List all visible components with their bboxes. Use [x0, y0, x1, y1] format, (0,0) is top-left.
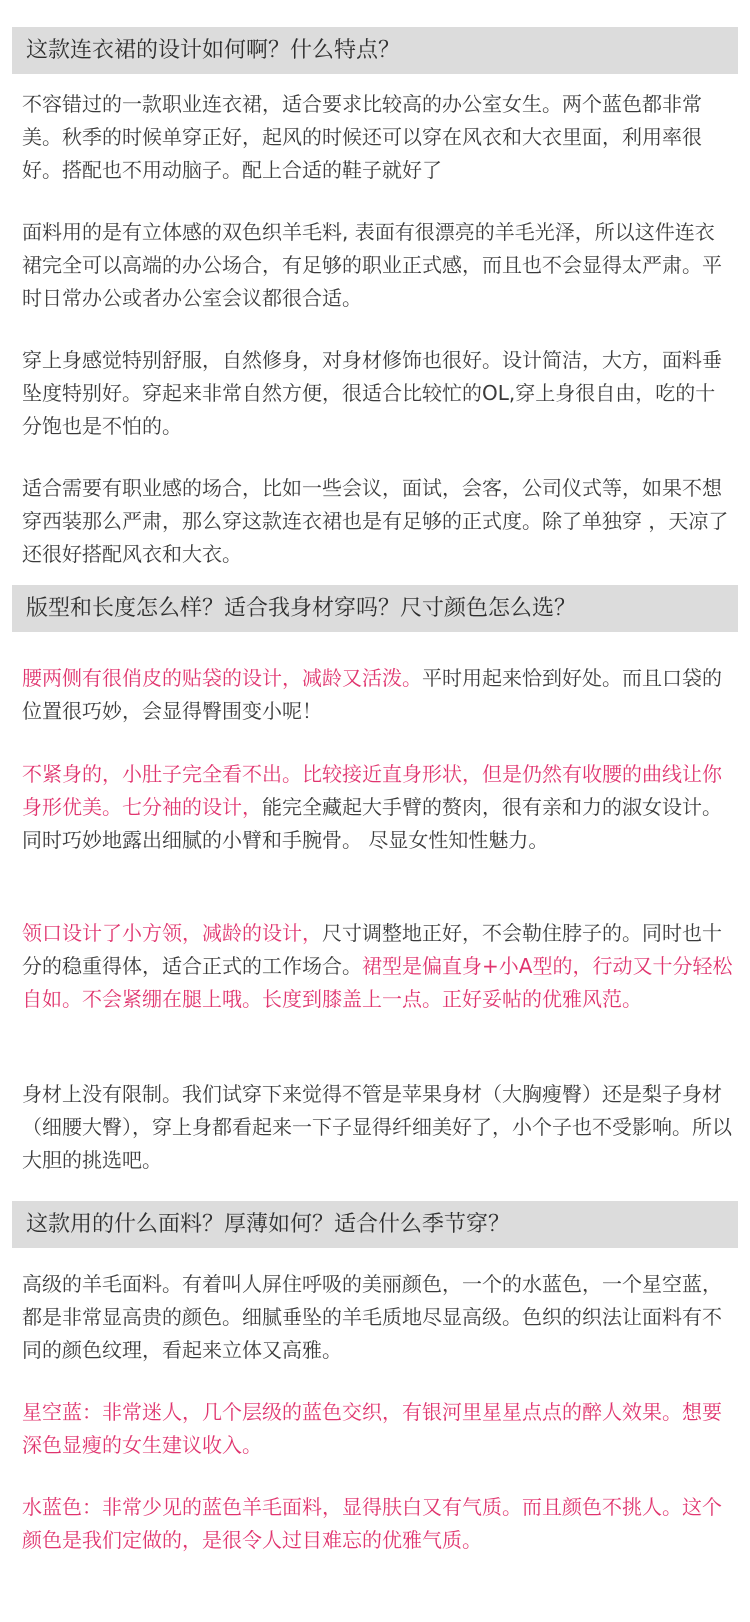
paragraph-fabric-wool: 面料用的是有立体感的双色织羊毛料, 表面有很漂亮的羊毛光泽，所以这件连衣裙完全可以高端的办公场合，有足够的职业正式感，而且也不会显得太严肃。平时日常办公或者办公室会议都很合适。 — [22, 220, 722, 310]
highlight-text: 裙型是偏直身+小A型的，行动又十分轻松自如。不会紧绷在腿上哦。长度到膝盖上一点。正好妥帖的优雅风范。 — [22, 954, 733, 1011]
paragraph-occasions: 适合需要有职业感的场合，比如一些会议，面试，会客，公司仪式等，如果不想穿西装那么严肃，那么穿这款连衣裙也是有足够的正式度。除了单独穿 ，天凉了还很好搭配风衣和大衣。 — [22, 476, 729, 566]
paragraph-silhouette — [22, 758, 734, 857]
highlight-text: 腰两侧有很俏皮的贴袋的设计，减龄又活泼。 — [22, 666, 422, 690]
paragraph-body-types: 身材上没有限制。我们试穿下来觉得不管是苹果身材（大胸瘦臀）还是梨子身材（细腰大臀），穿上身都看起来一下子显得纤细美好了，小个子也不受影响。所以大胆的挑选吧。 — [22, 1082, 732, 1172]
section-header-fabric: 这款用的什么面料？厚薄如何？适合什么季节穿？ — [12, 1201, 738, 1248]
section-header-fit: 版型和长度怎么样？适合我身材穿吗？尺寸颜色怎么选？ — [12, 585, 738, 632]
paragraph-design-intro: 不容错过的一款职业连衣裙，适合要求比较高的办公室女生。两个蓝色都非常美。秋季的时候单穿正好，起风的时候还可以穿在风衣和大衣里面，利用率很好。搭配也不用动脑子。配上合适的鞋子就好了 — [22, 92, 702, 182]
paragraph-water-blue: 水蓝色：非常少见的蓝色羊毛面料，显得肤白又有气质。而且颜色不挑人。这个颜色是我们定做的，是很令人过目难忘的优雅气质。 — [22, 1495, 722, 1552]
paragraph-wool-fabric: 高级的羊毛面料。有着叫人屏住呼吸的美丽颜色，一个的水蓝色，一个星空蓝，都是非常显高贵的颜色。细腻垂坠的羊毛质地尽显高级。色织的织法让面料有不同的颜色纹理，看起来立体又高雅。 — [22, 1272, 722, 1362]
highlight-text: 不紧身的，小肚子完全看不出。比较接近直身形状，但是仍然有收腰的曲线让你身形优美。七分袖的设计， — [22, 762, 722, 819]
body-text: 平时用起来恰到好处。而且口袋的位置很巧妙，会显得臀围变小呢！ — [22, 666, 722, 723]
body-text: 尺寸调整地正好，不会勒住脖子的。同时也十分的稳重得体，适合正式的工作场合。 — [22, 921, 722, 978]
paragraph-comfort: 穿上身感觉特别舒服，自然修身，对身材修饰也很好。设计简洁，大方，面料垂坠度特别好。穿起来非常自然方便，很适合比较忙的OL,穿上身很自由，吃的十分饱也是不怕的。 — [22, 348, 722, 438]
paragraph-starry-blue: 星空蓝：非常迷人，几个层级的蓝色交织，有银河里星星点点的醉人效果。想要深色显瘦的女生建议收入。 — [22, 1400, 722, 1457]
body-text: 能完全藏起大手臂的赘肉，很有亲和力的淑女设计。同时巧妙地露出细腻的小臂和手腕骨。 尽显女性知性魅力。 — [22, 795, 722, 852]
paragraph-pockets — [22, 662, 734, 728]
highlight-text: 领口设计了小方领，减龄的设计， — [22, 921, 322, 945]
section-header-design: 这款连衣裙的设计如何啊？什么特点？ — [12, 27, 738, 74]
paragraph-collar — [22, 917, 734, 1016]
